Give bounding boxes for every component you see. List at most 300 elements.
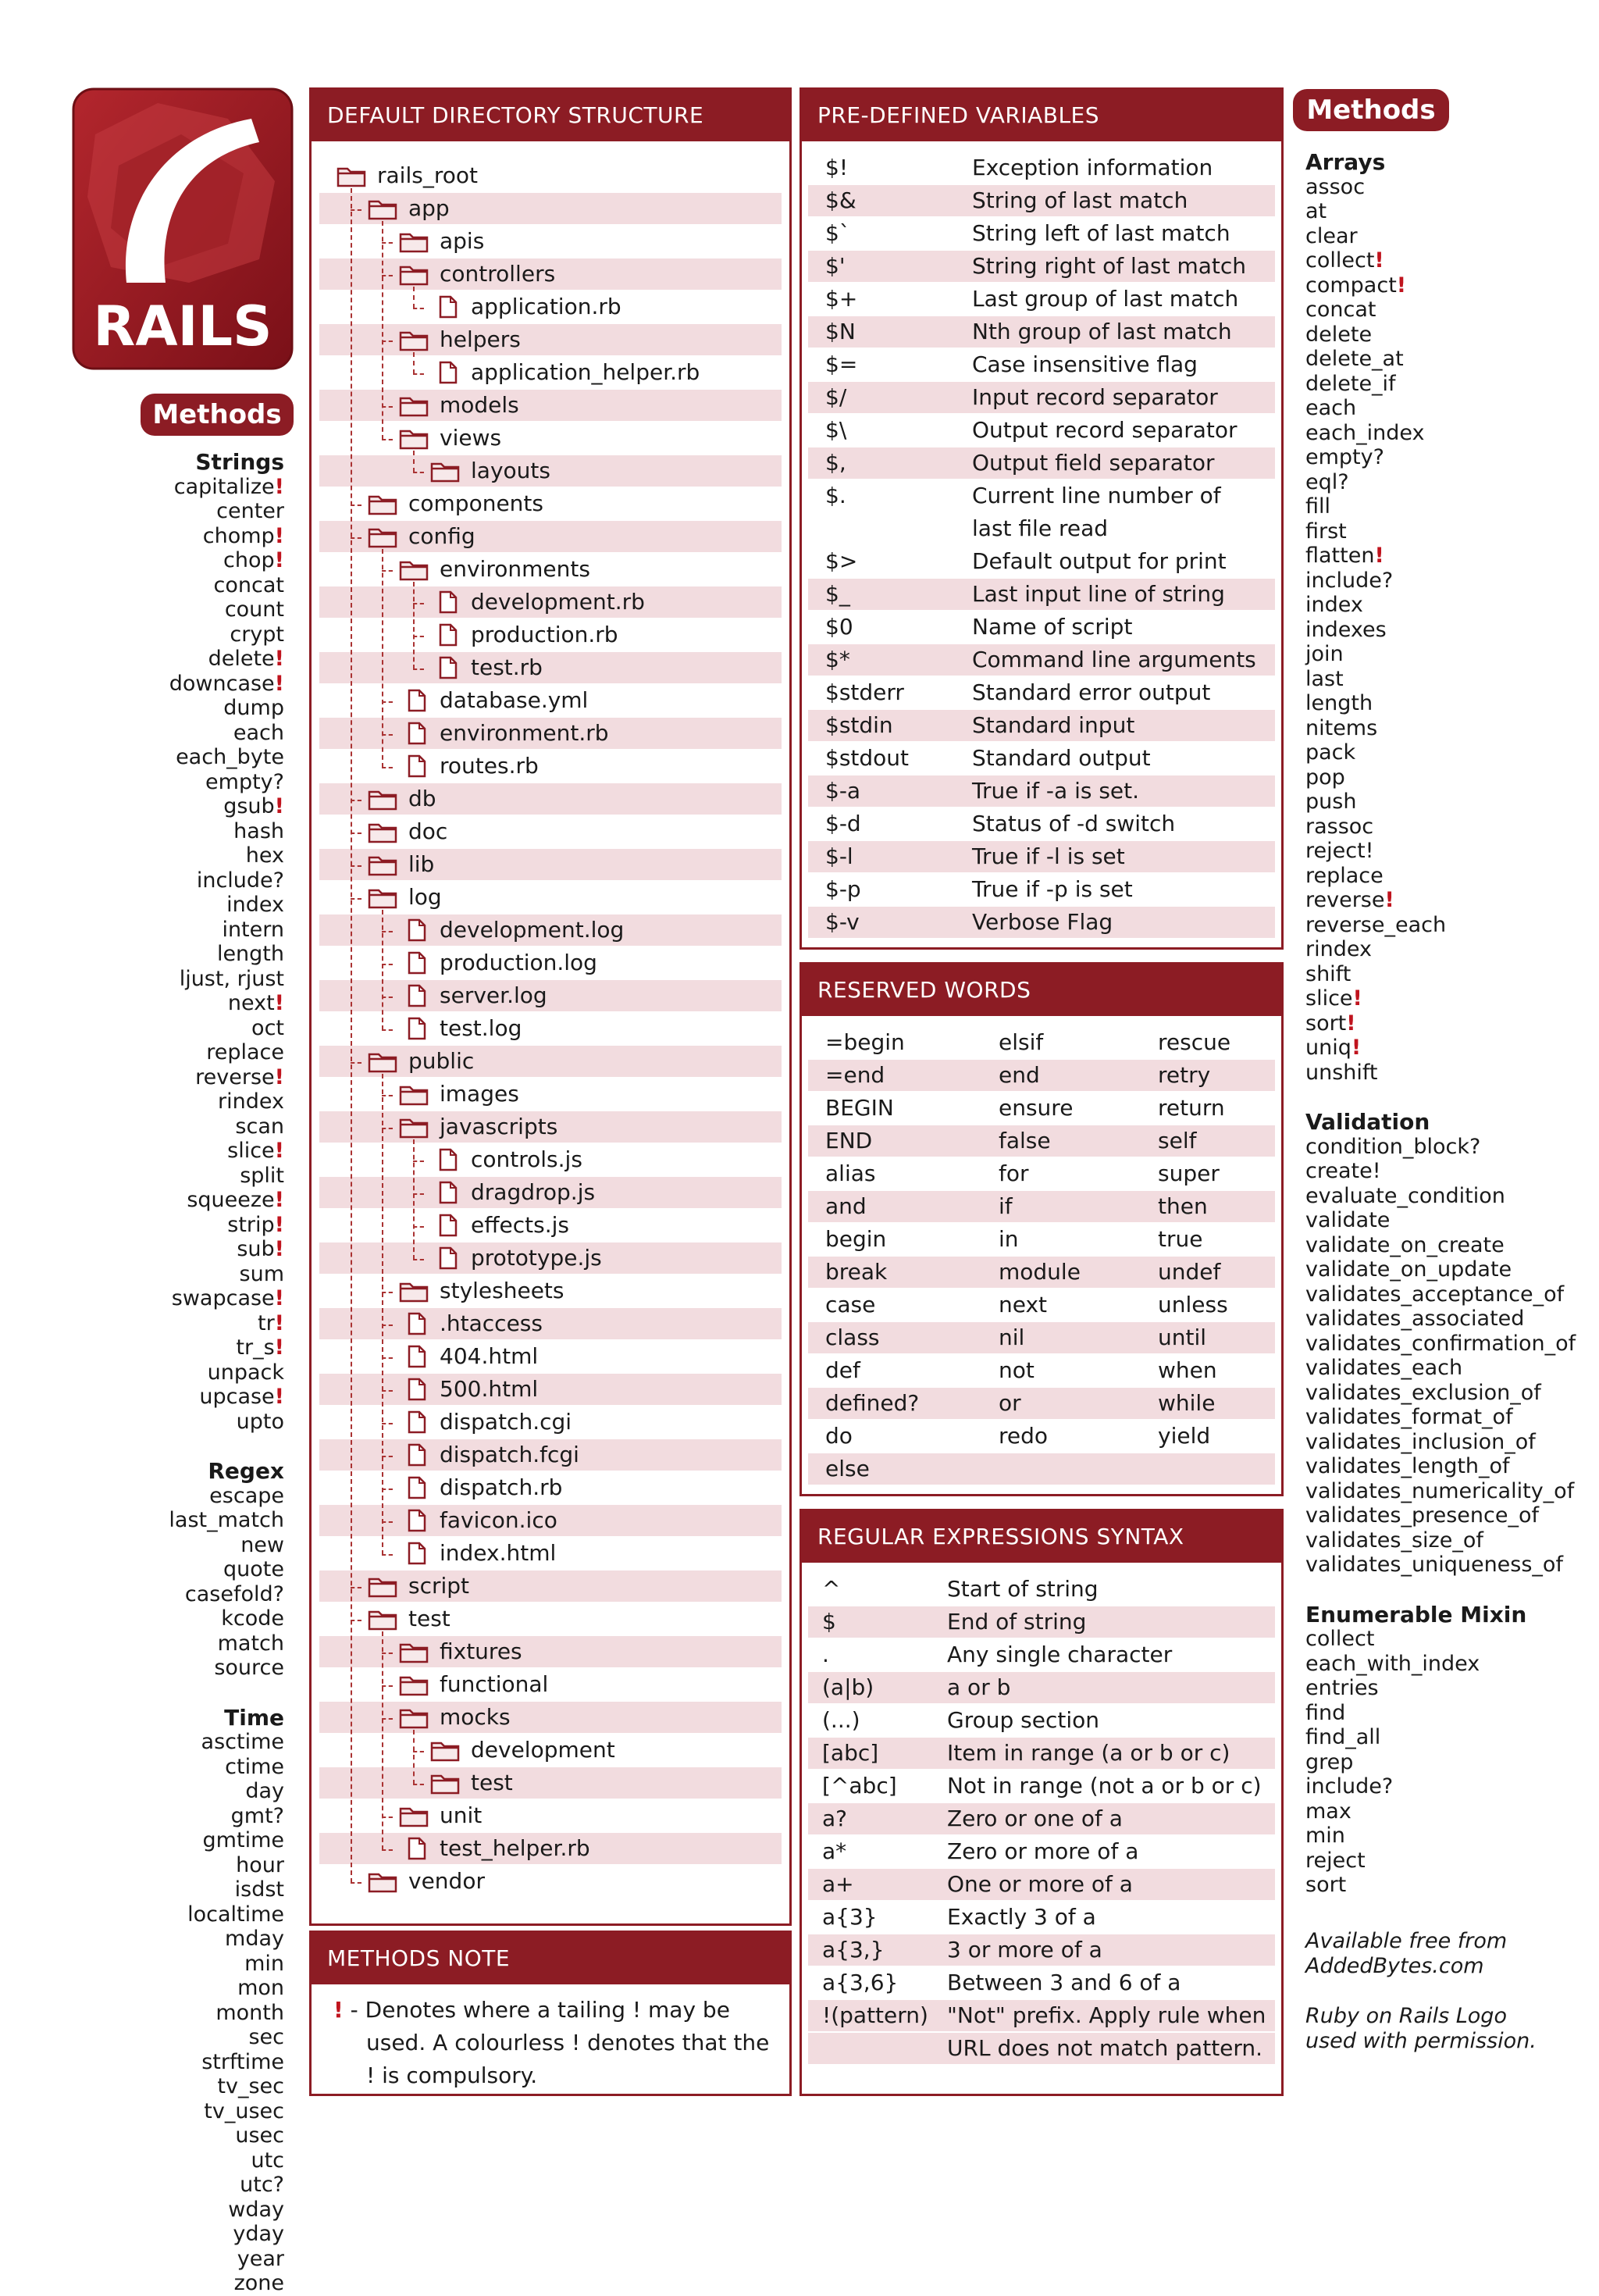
tree-connector [382, 242, 393, 244]
reserved-word: then [1158, 1193, 1208, 1219]
method-item [1305, 544, 1571, 569]
variable-name: $stdout [825, 745, 910, 771]
tree-label: helpers [440, 326, 521, 352]
reserved-word: END [825, 1128, 873, 1153]
variable-name: $_ [825, 581, 850, 607]
tree-label: development.log [440, 917, 625, 943]
method-name: assoc [1305, 174, 1366, 199]
tree-label: vendor [408, 1868, 485, 1894]
method-name: count [224, 597, 284, 622]
method-name: collect [1305, 1627, 1375, 1651]
tree-row-file[interactable] [319, 586, 782, 618]
method-name: ljust, rjust [179, 966, 284, 991]
predefined-table [802, 152, 1281, 941]
file-icon [407, 1443, 427, 1475]
method-name: find_all [1305, 1725, 1381, 1749]
method-item [1305, 347, 1571, 372]
tree-row-file[interactable] [319, 1406, 782, 1438]
tree-row-folder[interactable] [319, 455, 782, 487]
method-name: evaluate_condition [1305, 1183, 1505, 1208]
methods-note-body [333, 1994, 771, 2092]
tree-row-file[interactable] [319, 914, 782, 946]
method-item [117, 1065, 284, 1090]
method-name: include? [1305, 568, 1394, 593]
tree-row-file[interactable] [319, 357, 782, 388]
tree-row-folder[interactable] [319, 1702, 782, 1733]
reserved-word: retry [1158, 1062, 1211, 1088]
tree-row-folder[interactable] [319, 1767, 782, 1799]
tree-connector [382, 221, 383, 440]
tree-row-file[interactable] [319, 1242, 782, 1274]
tree-row-file[interactable] [319, 1013, 782, 1044]
method-item [117, 1360, 284, 1385]
method-name: each_byte [176, 745, 284, 769]
tree-connector [351, 537, 361, 539]
tree-label: database.yml [440, 687, 589, 713]
tree-row-folder[interactable] [319, 1800, 782, 1831]
note-line-1: - Denotes where a tailing ! may be [343, 1997, 730, 2023]
tree-connector [351, 832, 361, 834]
tree-row-folder[interactable] [319, 1275, 782, 1307]
method-name: yday [233, 2222, 284, 2246]
method-item [1305, 1011, 1571, 1036]
tree-label: models [440, 392, 519, 418]
regex-row [808, 1705, 1275, 1736]
tree-row-file[interactable] [319, 1210, 782, 1241]
method-item [117, 794, 284, 819]
file-icon [438, 1246, 458, 1278]
reserved-word: =begin [825, 1029, 905, 1055]
variable-row [808, 415, 1275, 446]
tree-connector [413, 1160, 424, 1162]
method-item [1305, 913, 1571, 938]
method-item [1305, 839, 1571, 864]
tree-connector [382, 1095, 393, 1096]
tree-connector [413, 472, 424, 473]
tree-label: db [408, 786, 436, 811]
tree-row-file[interactable] [319, 718, 782, 749]
tree-connector [382, 1128, 393, 1129]
method-name: last [1305, 666, 1344, 691]
tree-row-file[interactable] [319, 1833, 782, 1864]
variable-desc: Standard error output [972, 679, 1211, 705]
tree-row-file[interactable] [319, 980, 782, 1011]
tree-row-folder[interactable] [319, 849, 782, 880]
variable-desc: Verbose Flag [972, 909, 1113, 935]
method-name: gsub [223, 794, 275, 818]
tree-label: 500.html [440, 1376, 539, 1402]
tree-label: development [471, 1737, 615, 1763]
method-item [1305, 1824, 1571, 1849]
variable-desc: Default output for print [972, 548, 1227, 574]
method-item [117, 2198, 284, 2223]
method-item [1305, 1282, 1571, 1307]
method-item [117, 1484, 284, 1509]
method-item [1305, 298, 1571, 323]
variable-desc: Output field separator [972, 450, 1215, 476]
method-name: entries [1305, 1676, 1379, 1700]
method-name: localtime [187, 1902, 284, 1927]
tree-row-file[interactable] [319, 1308, 782, 1339]
bang-mark: ! [274, 1064, 284, 1089]
tree-connector [382, 734, 393, 736]
reserved-word: while [1158, 1390, 1216, 1416]
reserved-word: end [999, 1062, 1040, 1088]
tree-label: mocks [440, 1704, 511, 1730]
method-item [1305, 765, 1571, 790]
method-item [1305, 421, 1571, 446]
method-name: validates_inclusion_of [1305, 1429, 1536, 1454]
reserved-row [808, 1060, 1275, 1091]
tree-connector [382, 1816, 393, 1818]
tree-connector [413, 1784, 424, 1785]
directory-title: DEFAULT DIRECTORY STRUCTURE [312, 90, 789, 144]
method-name: concat [1305, 298, 1376, 322]
tree-connector [382, 1074, 383, 1555]
tree-row-file[interactable] [319, 750, 782, 782]
method-name: intern [222, 917, 284, 942]
method-item [117, 1804, 284, 1829]
regex-meaning: Zero or one of a [947, 1806, 1123, 1831]
variable-name: $, [825, 450, 846, 476]
method-name: strftime [201, 2049, 284, 2074]
method-name: gmtime [202, 1828, 284, 1852]
tree-row-file[interactable] [319, 619, 782, 651]
method-item [117, 2173, 284, 2198]
bang-mark: ! [274, 794, 284, 818]
method-name: source [214, 1656, 284, 1680]
tree-row-folder[interactable] [319, 324, 782, 355]
variable-row [808, 743, 1275, 774]
tree-label: apis [440, 228, 485, 254]
tree-connector [351, 1620, 361, 1621]
tree-row-file[interactable] [319, 1439, 782, 1471]
reserved-word: BEGIN [825, 1095, 894, 1121]
tree-connector [382, 1685, 393, 1687]
tree-connector [413, 1226, 424, 1228]
tree-connector [351, 209, 361, 211]
tree-row-file[interactable] [319, 947, 782, 979]
bang-mark: ! [1351, 1036, 1362, 1060]
tree-row-folder[interactable] [319, 554, 782, 585]
method-name: join [1305, 642, 1344, 666]
bang-mark: ! [274, 1139, 284, 1163]
method-item [117, 622, 284, 647]
variable-row [808, 710, 1275, 741]
method-name: sort [1305, 1011, 1347, 1036]
method-item [117, 2222, 284, 2247]
method-item [1305, 224, 1571, 249]
method-item [117, 1410, 284, 1435]
method-name: condition_block? [1305, 1134, 1481, 1159]
reserved-row [808, 1421, 1275, 1452]
file-icon [438, 295, 458, 327]
reserved-word: alias [825, 1160, 876, 1186]
reserved-word: rescue [1158, 1029, 1231, 1055]
method-item [117, 721, 284, 746]
tree-label: test.rb [471, 654, 543, 680]
bang-mark: ! [274, 1286, 284, 1310]
method-name: escape [209, 1483, 284, 1508]
regex-pattern: !(pattern) [822, 2002, 928, 2028]
tree-row-file[interactable] [319, 1341, 782, 1372]
bang-mark: ! [1352, 986, 1362, 1011]
tree-row-folder[interactable] [319, 1111, 782, 1143]
tree-connector [413, 1751, 424, 1752]
credit-line: AddedBytes.com [1305, 1953, 1484, 1978]
tree-row-file[interactable] [319, 291, 782, 323]
variable-row [808, 382, 1275, 413]
tree-row-folder[interactable] [319, 521, 782, 552]
method-item [1305, 716, 1571, 741]
note-line-2: used. A colourless ! denotes that the [366, 2030, 770, 2055]
reserved-row [808, 1125, 1275, 1157]
tree-label: dispatch.cgi [440, 1409, 572, 1435]
tree-row-file[interactable] [319, 1538, 782, 1569]
file-icon [407, 951, 427, 983]
tree-label: public [408, 1048, 475, 1074]
tree-row-file[interactable] [319, 1144, 782, 1175]
tree-row-folder[interactable] [319, 1046, 782, 1077]
method-name: validates_format_of [1305, 1405, 1513, 1429]
regex-row [808, 1869, 1275, 1900]
bang-mark: ! [1384, 888, 1394, 912]
tree-label: test.log [440, 1015, 522, 1041]
method-item [117, 1262, 284, 1287]
variable-name: $\ [825, 417, 847, 443]
method-item [1305, 1774, 1571, 1799]
tree-row-folder[interactable] [319, 422, 782, 454]
variable-desc: Input record separator [972, 384, 1218, 410]
method-item [117, 1730, 284, 1755]
tree-row-file[interactable] [319, 1472, 782, 1503]
method-name: casefold? [184, 1581, 284, 1606]
method-item [117, 499, 284, 524]
method-name: scan [235, 1114, 284, 1139]
tree-row-folder[interactable] [319, 488, 782, 519]
reserved-word: module [999, 1259, 1081, 1285]
variable-row [808, 152, 1275, 184]
variable-desc: last file read [972, 515, 1109, 541]
variable-name: $-a [825, 778, 861, 804]
tree-connector [382, 767, 393, 768]
method-name: dump [223, 696, 284, 720]
file-icon [407, 1509, 427, 1541]
reserved-word: ensure [999, 1095, 1074, 1121]
method-item [117, 745, 284, 770]
reserved-word: case [825, 1292, 876, 1317]
method-name: slice [227, 1139, 275, 1163]
file-icon [407, 1542, 427, 1574]
reserved-word: super [1158, 1160, 1220, 1186]
tree-row-folder[interactable] [319, 390, 782, 421]
regex-meaning: URL does not match pattern. [947, 2035, 1263, 2061]
reserved-word: undef [1158, 1259, 1221, 1285]
method-name: sub [237, 1237, 275, 1261]
tree-label: test_helper.rb [440, 1835, 590, 1861]
tree-label: server.log [440, 982, 547, 1008]
tree-row-file[interactable] [319, 1177, 782, 1208]
method-item [1305, 1627, 1571, 1652]
file-icon [438, 361, 458, 393]
tree-row-file[interactable] [319, 1374, 782, 1405]
reserved-word: elsif [999, 1029, 1044, 1055]
method-item [1305, 248, 1571, 273]
tree-row-file[interactable] [319, 652, 782, 683]
tree-label: views [440, 425, 502, 451]
method-item [1305, 323, 1571, 348]
file-icon [407, 722, 427, 754]
method-item [1305, 1553, 1571, 1578]
method-name: validate_on_update [1305, 1257, 1512, 1282]
variable-name: $-v [825, 909, 860, 935]
reserved-word: redo [999, 1423, 1049, 1449]
regex-pattern: $ [822, 1609, 836, 1635]
tree-connector [382, 1029, 393, 1031]
method-item [1305, 199, 1571, 224]
regex-row [808, 2033, 1275, 2064]
method-name: wday [228, 2197, 284, 2222]
tree-label: script [408, 1573, 470, 1599]
method-item [117, 1976, 284, 2001]
file-icon [407, 1410, 427, 1442]
tree-connector [382, 1390, 393, 1392]
variable-row [808, 841, 1275, 872]
tree-label: rails_root [377, 162, 478, 188]
method-item [117, 1877, 284, 1902]
tree-label: development.rb [471, 589, 645, 615]
tree-row-folder[interactable] [319, 1669, 782, 1700]
tree-row-folder[interactable] [319, 816, 782, 847]
file-icon [407, 1476, 427, 1508]
tree-row-file[interactable] [319, 685, 782, 716]
regex-row [808, 1934, 1275, 1966]
method-name: reverse [195, 1064, 275, 1089]
bang-mark: ! [1346, 1011, 1356, 1036]
tree-label: index.html [440, 1540, 557, 1566]
tree-row-folder[interactable] [319, 1570, 782, 1602]
regex-row [808, 1738, 1275, 1769]
tree-label: fixtures [440, 1638, 522, 1664]
tree-row-folder[interactable] [319, 783, 782, 815]
method-item [117, 1188, 284, 1213]
variable-name: $0 [825, 614, 853, 640]
tree-connector [382, 340, 393, 342]
variable-row [808, 677, 1275, 708]
method-item [117, 2074, 284, 2099]
method-item [117, 1952, 284, 1977]
regex-meaning: Between 3 and 6 of a [947, 1970, 1181, 1995]
regex-pattern: a? [822, 1806, 848, 1831]
method-name: each [1305, 396, 1357, 420]
file-icon [407, 1017, 427, 1049]
method-name: tv_usec [204, 2098, 284, 2123]
tree-connector [351, 800, 361, 801]
method-name: index [1305, 593, 1363, 617]
bang-mark: ! [274, 474, 284, 499]
method-name: zone [233, 2271, 284, 2295]
method-name: hash [233, 818, 284, 843]
regex-pattern: [^abc] [822, 1773, 897, 1799]
variable-desc: Last group of last match [972, 286, 1239, 312]
method-item [117, 868, 284, 893]
method-name: grep [1305, 1749, 1354, 1774]
tree-connector [413, 636, 424, 637]
method-item [117, 2001, 284, 2026]
reserved-row [808, 1257, 1275, 1288]
tree-label: dispatch.fcgi [440, 1442, 579, 1467]
tree-row-folder[interactable] [319, 1078, 782, 1110]
method-name: replace [1305, 863, 1384, 888]
tree-row-folder[interactable] [319, 1636, 782, 1667]
variable-row [808, 644, 1275, 676]
regex-meaning: Exactly 3 of a [947, 1904, 1096, 1930]
folder-icon [368, 492, 397, 524]
tree-row-folder[interactable] [319, 1734, 782, 1766]
method-item [1305, 1036, 1571, 1061]
tree-connector [382, 701, 393, 703]
methods-heading-regex: Regex [208, 1458, 284, 1484]
tree-label: doc [408, 818, 448, 844]
method-item [1305, 569, 1571, 594]
regex-row [808, 1672, 1275, 1703]
tree-connector [351, 865, 361, 867]
folder-icon [368, 787, 397, 819]
method-name: usec [235, 2123, 284, 2148]
bang-mark: ! [274, 647, 284, 671]
tree-connector [413, 1139, 415, 1260]
variable-name: $/ [825, 384, 847, 410]
variable-name: $= [825, 351, 858, 377]
bang-mark: ! [1396, 273, 1407, 298]
tree-row-folder[interactable] [319, 226, 782, 257]
method-name: quote [223, 1557, 284, 1581]
folder-icon [399, 230, 429, 262]
method-name: delete_at [1305, 347, 1404, 371]
tree-row-folder[interactable] [319, 258, 782, 290]
variable-desc: True if -l is set [972, 843, 1125, 869]
method-name: reject! [1305, 839, 1374, 863]
variable-row [808, 775, 1275, 807]
regex-row [808, 1902, 1275, 1933]
tree-connector [413, 668, 424, 670]
tree-row-folder[interactable] [319, 1603, 782, 1635]
method-name: mday [225, 1927, 284, 1951]
variable-row [808, 251, 1275, 282]
method-name: rindex [218, 1089, 284, 1114]
reserved-word: return [1158, 1095, 1225, 1121]
tree-connector [382, 406, 393, 408]
tree-label: dragdrop.js [471, 1179, 596, 1205]
method-item [1305, 1478, 1575, 1504]
method-item [1305, 1159, 1571, 1184]
tree-row-folder[interactable] [319, 193, 782, 224]
tree-row-folder[interactable] [319, 1866, 782, 1897]
method-name: include? [1305, 1774, 1394, 1799]
tree-row-folder[interactable] [319, 882, 782, 913]
folder-icon [430, 1738, 460, 1770]
tree-label: config [408, 523, 475, 549]
tree-connector [413, 287, 415, 308]
bang-mark: ! [274, 991, 284, 1015]
method-name: isdst [234, 1877, 284, 1902]
tree-row-folder[interactable] [319, 160, 782, 191]
tree-label: application.rb [471, 294, 621, 319]
tree-row-file[interactable] [319, 1505, 782, 1536]
reserved-words-panel [800, 962, 1284, 1496]
method-item [1305, 1799, 1571, 1824]
method-name: first [1305, 519, 1347, 544]
